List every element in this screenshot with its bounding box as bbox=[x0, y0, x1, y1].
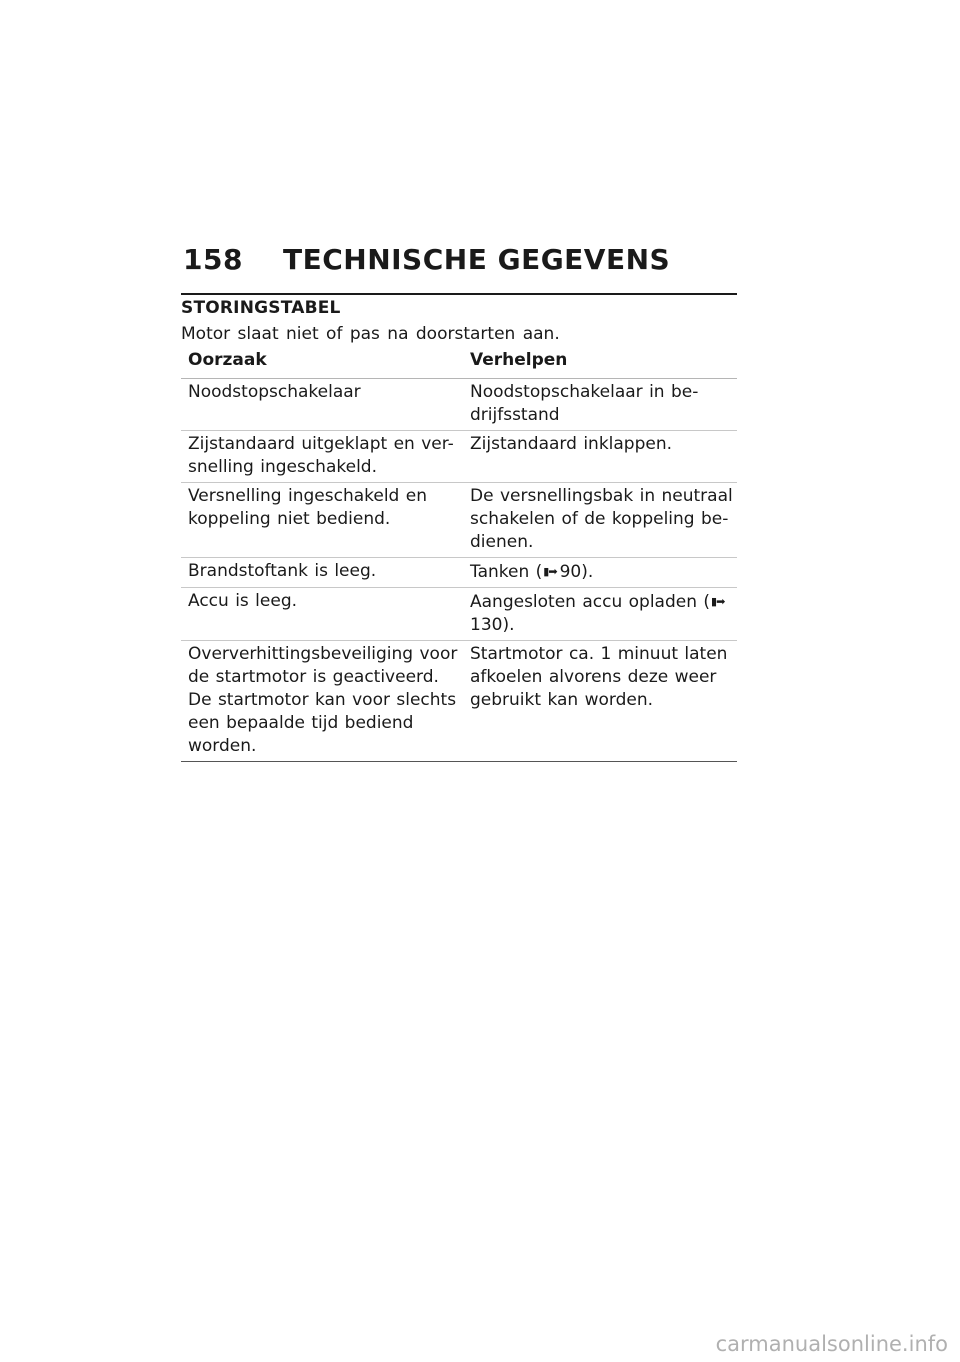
table-row bbox=[181, 558, 737, 588]
page-header bbox=[183, 243, 736, 276]
remedy-text: Aangesloten accu opladen ( bbox=[470, 592, 711, 612]
remedy-text: Tanken ( bbox=[470, 562, 543, 582]
remedy-cell: Noodstopschakelaar in be-drijfsstand bbox=[463, 379, 737, 431]
chapter-title: TECHNISCHE GEGEVENS bbox=[283, 243, 671, 276]
remedy-cell bbox=[463, 588, 737, 641]
troubleshooting-table bbox=[181, 346, 737, 762]
table-row bbox=[181, 379, 737, 431]
table-row bbox=[181, 431, 737, 483]
watermark: carmanualsonline.info bbox=[715, 1332, 948, 1356]
page-reference-link[interactable]: 90). bbox=[559, 562, 594, 582]
reference-arrow-icon: ▮➡ bbox=[711, 595, 725, 608]
table-header-row bbox=[181, 346, 737, 379]
table-row bbox=[181, 588, 737, 641]
cause-cell: Brandstoftank is leeg. bbox=[181, 558, 463, 588]
section-intro: Motor slaat niet of pas na doorstarten aan. bbox=[181, 324, 560, 344]
header-rule bbox=[181, 293, 737, 295]
remedy-cell: De versnellingsbak in neutraal schakelen of de koppeling be-dienen. bbox=[463, 483, 737, 558]
cause-cell: Versnelling ingeschakeld en koppeling niet bediend. bbox=[181, 483, 463, 558]
remedy-cell: Zijstandaard inklappen. bbox=[463, 431, 737, 483]
table-row bbox=[181, 641, 737, 762]
column-header-cause: Oorzaak bbox=[181, 346, 463, 379]
cause-cell: Zijstandaard uitgeklapt en ver-snelling ingeschakeld. bbox=[181, 431, 463, 483]
page-number: 158 bbox=[183, 243, 243, 276]
section-title: STORINGSTABEL bbox=[181, 298, 341, 318]
cause-cell: Noodstopschakelaar bbox=[181, 379, 463, 431]
reference-arrow-icon: ▮➡ bbox=[543, 565, 557, 578]
cause-cell: Accu is leeg. bbox=[181, 588, 463, 641]
table-row bbox=[181, 483, 737, 558]
page-reference-link[interactable]: 130). bbox=[470, 615, 515, 635]
cause-cell: Oververhittingsbeveiliging voor de startmotor is geactiveerd. De startmotor kan voor slechts een bepaalde tijd bediend worden. bbox=[181, 641, 463, 762]
remedy-cell bbox=[463, 558, 737, 588]
remedy-cell: Startmotor ca. 1 minuut laten afkoelen alvorens deze weer gebruikt kan worden. bbox=[463, 641, 737, 762]
column-header-remedy: Verhelpen bbox=[463, 346, 737, 379]
